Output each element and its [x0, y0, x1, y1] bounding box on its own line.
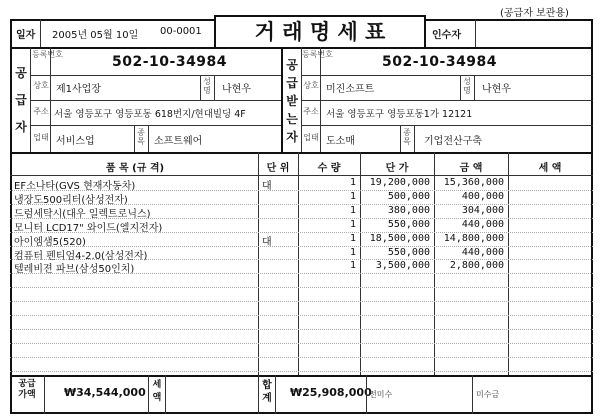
line-item-item: 텔레비젼 파브(삼성50인치)	[14, 264, 135, 276]
supply-amount-value: ₩34,544,000	[64, 386, 146, 399]
line-item-price: 380,000	[387, 204, 430, 216]
line-item-price: 550,000	[387, 246, 430, 258]
line-item-item: 드럼세탁시(대우 일렉트로닉스)	[14, 208, 151, 220]
balance-label: 미수금	[476, 390, 500, 399]
prev-balance-label: 전미수	[369, 390, 393, 399]
line-item-item: 모니터 LCD17" 와이드(엘지전자)	[14, 222, 163, 234]
date-value: 2005년 05월 10일	[52, 30, 139, 41]
line-item-price: 3,500,000	[375, 260, 430, 272]
line-item-price: 500,000	[387, 190, 430, 202]
buyer-name: 나현우	[482, 84, 511, 95]
line-item-item: 아이엠샘5(520)	[14, 236, 86, 248]
col-header-amount: 금 액	[459, 163, 483, 174]
copy-note: (공급자 보관용)	[500, 8, 569, 19]
buyer-company-label: 상호	[303, 81, 319, 90]
supplier-business-type: 서비스업	[56, 136, 95, 147]
supplier-business-type-label: 업태	[33, 133, 49, 142]
receiver-label: 인수자	[432, 30, 461, 41]
buyer-name-label: 성명	[463, 77, 471, 95]
document-title: 거 래 명 세 표	[214, 15, 426, 49]
line-item-amount: 440,000	[461, 246, 504, 258]
line-item-price: 19,200,000	[369, 177, 430, 188]
receiver-signature-field[interactable]	[480, 24, 588, 42]
supplier-reg-no-label: 등록번호	[32, 50, 63, 59]
line-item-amount: 15,360,000	[443, 177, 504, 188]
supplier-item-label: 종목	[137, 128, 145, 146]
buyer-item-label: 종목	[403, 128, 411, 146]
col-header-price: 단 가	[385, 163, 409, 174]
line-item-price: 18,500,000	[369, 232, 430, 244]
line-item-qty: 1	[349, 246, 356, 258]
supplier-company: 제1사업장	[56, 84, 102, 95]
supplier-item: 소프트웨어	[154, 136, 203, 147]
line-item-qty: 1	[349, 260, 356, 272]
supplier-company-label: 상호	[33, 81, 49, 90]
line-item-amount: 2,800,000	[449, 260, 504, 272]
supply-amount-label: 공급 가액	[18, 379, 36, 400]
buyer-company: 미진소프트	[326, 84, 375, 95]
buyer-address: 서울 영등포구 영등포동1가 12121	[326, 109, 473, 120]
line-item-qty: 1	[349, 177, 356, 188]
col-header-tax: 세 액	[538, 163, 562, 174]
total-label: 합 계	[262, 380, 272, 404]
line-item-amount: 14,800,000	[443, 232, 504, 244]
line-item-price: 550,000	[387, 218, 430, 230]
buyer-business-type: 도소매	[326, 136, 355, 147]
buyer-side-label: 공 급 받 는 자	[286, 58, 298, 144]
buyer-address-label: 주소	[303, 107, 319, 116]
line-item-item: 컴퓨터 펜티엄4-2.0(삼성전자)	[14, 250, 148, 262]
total-value: ₩25,908,000	[290, 386, 372, 399]
line-item-unit: 대	[262, 236, 272, 248]
line-item-item: EF소나타(GVS 현재자동차)	[14, 181, 136, 192]
line-item-qty: 1	[349, 232, 356, 244]
tax-amount-label: 세 액	[152, 380, 162, 403]
supplier-address-label: 주소	[33, 107, 49, 116]
col-header-qty: 수 량	[317, 163, 341, 174]
buyer-business-type-label: 업태	[303, 133, 319, 142]
line-item-item: 냉장도500리터(삼성전자)	[14, 194, 128, 206]
supplier-side-label: 공 급 자	[15, 66, 27, 134]
col-header-item: 품 목 (규 격)	[105, 163, 165, 174]
supplier-reg-no: 502-10-34984	[112, 54, 228, 70]
buyer-item: 기업전산구축	[424, 136, 482, 147]
line-item-unit: 대	[262, 181, 272, 192]
supplier-name-label: 성명	[203, 77, 211, 95]
line-item-amount: 304,000	[461, 204, 504, 216]
buyer-reg-no-label: 등록번호	[302, 50, 333, 59]
line-item-amount: 440,000	[461, 218, 504, 230]
supplier-name: 나현우	[222, 84, 251, 95]
date-label: 일자	[16, 30, 36, 41]
line-item-qty: 1	[349, 190, 356, 202]
line-item-qty: 1	[349, 218, 356, 230]
serial-number: 00-0001	[160, 26, 202, 37]
col-header-unit: 단 위	[266, 163, 290, 174]
line-item-amount: 400,000	[461, 190, 504, 202]
buyer-reg-no: 502-10-34984	[382, 54, 498, 70]
supplier-address: 서울 영등포구 영등포동 618번지/현대빌딩 4F	[54, 109, 246, 120]
line-item-qty: 1	[349, 204, 356, 216]
